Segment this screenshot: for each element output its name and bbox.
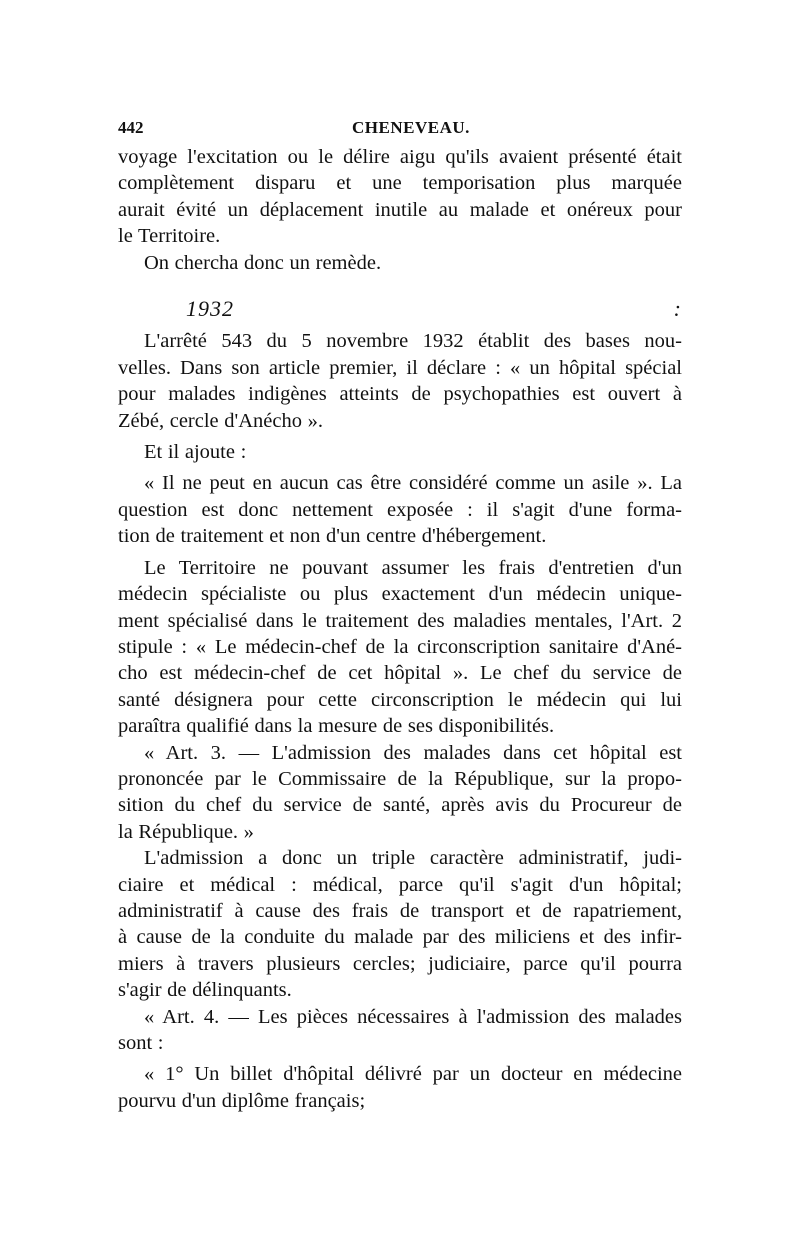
text-line: sition du chef du service de santé, après avis du Procureur de: [118, 794, 682, 817]
text-line: Zébé, cercle d'Anécho ».: [118, 409, 323, 432]
text-line: ciaire et médical : médical, parce qu'il s'agit d'un hôpital;: [118, 873, 682, 896]
text-line: prononcée par le Commissaire de la République, sur la propo-: [118, 767, 682, 790]
text-line: pour malades indigènes atteints de psychopathies est ouvert à: [118, 383, 682, 406]
text-line: « Il ne peut en aucun cas être considéré comme un asile ». La: [144, 472, 682, 495]
text-line: santé désignera pour cette circonscription le médecin qui lui: [118, 688, 682, 711]
text-line: sont :: [118, 1032, 164, 1054]
running-head: [118, 118, 682, 144]
text-line: velles. Dans son article premier, il déclare : « un hôpital spécial: [118, 356, 682, 379]
body-text: [118, 144, 682, 1114]
text-line: Et il ajoute :: [144, 441, 247, 464]
text-line: « 1° Un billet d'hôpital délivré par un docteur en médecine: [144, 1063, 682, 1086]
text-line: L'arrêté 543 du 5 novembre 1932 établit des bases nou-: [144, 330, 682, 353]
year-heading: 1932 :: [186, 296, 682, 322]
text-line: aurait évité un déplacement inutile au malade et onéreux pour: [118, 198, 682, 221]
book-page: [118, 118, 682, 1114]
page-number: 442: [118, 118, 144, 137]
text-line: cho est médecin-chef de cet hôpital ». Le chef du service de: [118, 662, 682, 685]
text-line: complètement disparu et une temporisation plus marquée: [118, 172, 682, 195]
text-line: administratif à cause des frais de transport et de rapatriement,: [118, 899, 682, 922]
text-line: On chercha donc un remède.: [144, 251, 382, 274]
text-line: s'agir de délinquants.: [118, 979, 292, 1002]
running-title: CHENEVEAU.: [352, 118, 470, 137]
text-line: L'admission a donc un triple caractère administratif, judi-: [144, 847, 682, 870]
text-line: la République. »: [118, 820, 254, 843]
text-line: « Art. 4. — Les pièces nécessaires à l'admission des malades: [144, 1005, 682, 1028]
text-line: Le Territoire ne pouvant assumer les frais d'entretien d'un: [144, 556, 682, 579]
text-line: le Territoire.: [118, 225, 221, 248]
text-line: pourvu d'un diplôme français;: [118, 1089, 366, 1112]
text-line: ment spécialisé dans le traitement des maladies mentales, l'Art. 2: [118, 609, 682, 632]
text-line: tion de traitement et non d'un centre d'hébergement.: [118, 525, 547, 548]
text-line: miers à travers plusieurs cercles; judiciaire, parce qu'il pourra: [118, 952, 682, 975]
text-line: voyage l'excitation ou le délire aigu qu'ils avaient présenté était: [118, 146, 682, 168]
text-line: à cause de la conduite du malade par des miliciens et des infir-: [118, 926, 682, 949]
text-line: paraîtra qualifié dans la mesure de ses disponibilités.: [118, 715, 555, 738]
text-line: médecin spécialiste ou plus exactement d'un médecin unique-: [118, 583, 682, 606]
text-line: stipule : « Le médecin-chef de la circonscription sanitaire d'Ané-: [118, 635, 682, 658]
text-line: « Art. 3. — L'admission des malades dans cet hôpital est: [144, 741, 682, 764]
text-line: question est donc nettement exposée : il s'agit d'une forma-: [118, 498, 682, 521]
